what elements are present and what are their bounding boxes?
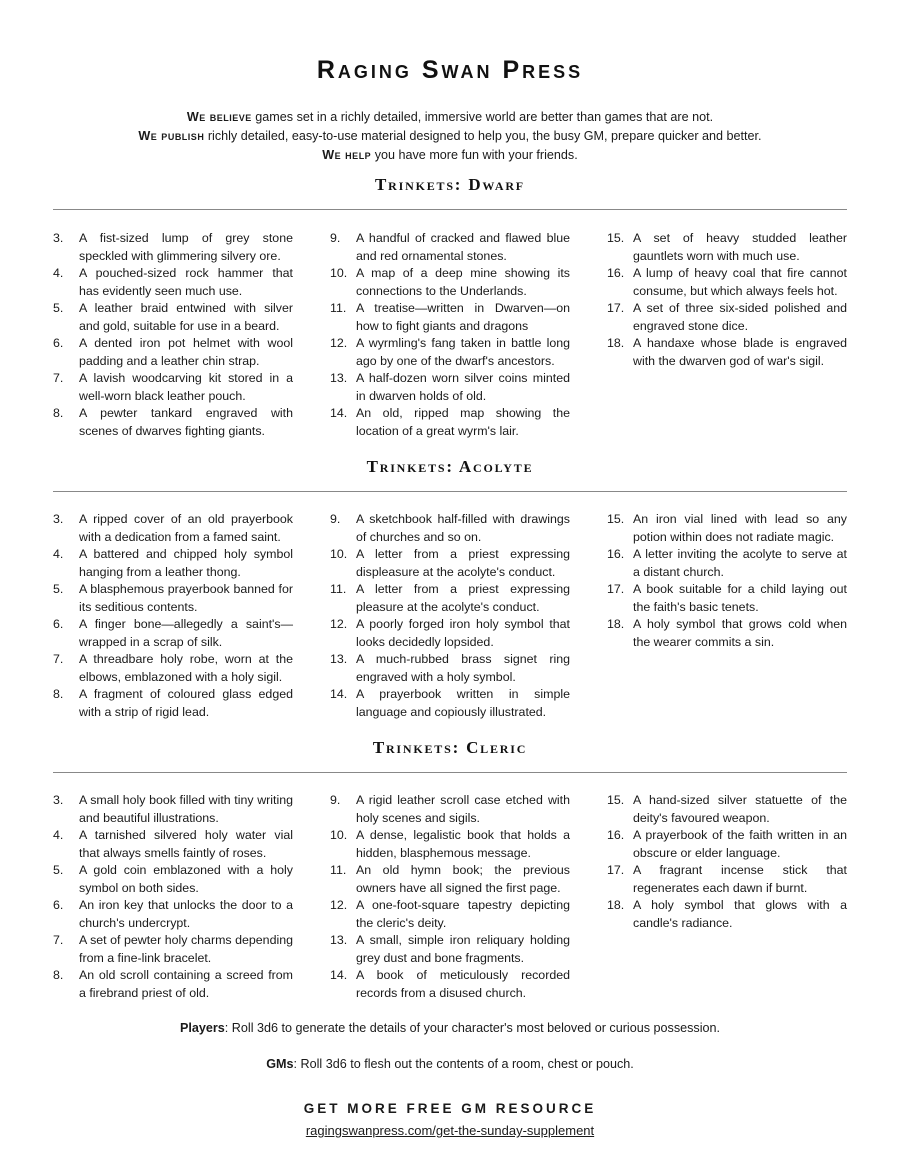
section-title-dwarf: Trinkets: Dwarf: [375, 175, 525, 194]
list-item: [607, 300, 847, 335]
item-number: 10.: [330, 266, 348, 280]
list-column: [607, 230, 847, 370]
list-item: [53, 300, 293, 335]
item-text: A treatise—written in Dwarven—on how to fight giants and dragons: [356, 301, 570, 333]
list-item: [53, 827, 293, 862]
item-number: 4.: [53, 547, 64, 561]
mission-line: [0, 108, 900, 127]
item-number: 7.: [53, 371, 64, 385]
item-text: A tarnished silvered holy water vial that always smells faintly of roses.: [79, 828, 293, 860]
item-number: 15.: [607, 512, 625, 526]
list-item: [330, 370, 570, 405]
item-number: 8.: [53, 406, 64, 420]
list-column: [53, 511, 293, 721]
item-text: A leather braid entwined with silver and gold, suitable for use in a beard.: [79, 301, 293, 333]
item-number: 12.: [330, 336, 348, 350]
item-text: A dented iron pot helmet with wool padding and a leather chin strap.: [79, 336, 293, 368]
mission-text: richly detailed, easy-to-use material designed to help you, the busy GM, prepare quicker and better.: [204, 129, 762, 143]
list-item: [607, 546, 847, 581]
item-text: A set of heavy studded leather gauntlets worn with much use.: [633, 231, 847, 263]
item-text: A prayerbook of the faith written in an obscure or elder language.: [633, 828, 847, 860]
list-item: [53, 792, 293, 827]
item-text: A prayerbook written in simple language and copiously illustrated.: [356, 687, 570, 719]
item-text: A map of a deep mine showing its connections to the Underlands.: [356, 266, 570, 298]
item-number: 14.: [330, 687, 348, 701]
gms-label: GMs: [266, 1057, 294, 1071]
item-text: A wyrmling's fang taken in battle long ago by one of the dwarf's ancestors.: [356, 336, 570, 368]
list-item: [53, 897, 293, 932]
list-item: [53, 335, 293, 370]
item-text: A set of three six-sided polished and engraved stone dice.: [633, 301, 847, 333]
item-number: 7.: [53, 933, 64, 947]
list-item: [53, 511, 293, 546]
item-number: 13.: [330, 371, 348, 385]
item-number: 10.: [330, 828, 348, 842]
item-number: 11.: [330, 301, 347, 315]
item-text: A holy symbol that grows cold when the wearer commits a sin.: [633, 617, 847, 649]
list-item: [607, 511, 847, 546]
item-number: 17.: [607, 582, 625, 596]
item-text: A set of pewter holy charms depending from a fine-link bracelet.: [79, 933, 293, 965]
list-column: [53, 230, 293, 440]
item-number: 4.: [53, 828, 64, 842]
item-text: A half-dozen worn silver coins minted in dwarven holds of old.: [356, 371, 570, 403]
mission-keyword: We believe: [186, 110, 252, 124]
list-column: [330, 792, 570, 1002]
item-text: A battered and chipped holy symbol hanging from a leather thong.: [79, 547, 293, 579]
item-text: An old, ripped map showing the location of a great wyrm's lair.: [356, 406, 570, 438]
item-text: A letter from a priest expressing displeasure at the acolyte's conduct.: [356, 547, 570, 579]
list-column: [53, 792, 293, 1002]
item-text: A fragrant incense stick that regenerates each dawn if burnt.: [633, 863, 847, 895]
mission-keyword: We publish: [138, 129, 205, 143]
mission-text: games set in a richly detailed, immersive world are better than games that are not.: [251, 110, 714, 124]
list-item: [330, 405, 570, 440]
item-number: 7.: [53, 652, 64, 666]
list-item: [53, 616, 293, 651]
list-item: [53, 686, 293, 721]
list-item: [53, 967, 293, 1002]
item-text: A finger bone—allegedly a saint's—wrapped in a scrap of silk.: [79, 617, 293, 649]
list-item: [607, 335, 847, 370]
item-text: A letter inviting the acolyte to serve at a distant church.: [633, 547, 847, 579]
mission-statement: [0, 108, 900, 165]
list-item: [53, 651, 293, 686]
item-number: 15.: [607, 793, 625, 807]
list-item: [607, 897, 847, 932]
list-item: [330, 616, 570, 651]
list-item: [53, 230, 293, 265]
item-text: A rigid leather scroll case etched with holy scenes and sigils.: [356, 793, 570, 825]
section-divider: [53, 209, 847, 210]
item-text: A small holy book filled with tiny writing and beautiful illustrations.: [79, 793, 293, 825]
list-item: [53, 581, 293, 616]
players-text: : Roll 3d6 to generate the details of your character's most beloved or curious possession.: [224, 1021, 721, 1035]
item-number: 9.: [330, 512, 341, 526]
list-item: [330, 581, 570, 616]
item-text: A gold coin emblazoned with a holy symbol on both sides.: [79, 863, 293, 895]
item-number: 6.: [53, 898, 64, 912]
list-item: [330, 897, 570, 932]
list-item: [607, 792, 847, 827]
mission-line: [0, 127, 900, 146]
list-item: [330, 300, 570, 335]
item-number: 18.: [607, 898, 625, 912]
gms-note: [0, 1057, 900, 1071]
section-divider: [53, 491, 847, 492]
item-number: 5.: [53, 863, 64, 877]
item-number: 3.: [53, 793, 64, 807]
item-number: 17.: [607, 301, 625, 315]
item-number: 3.: [53, 231, 64, 245]
item-number: 3.: [53, 512, 64, 526]
list-item: [53, 932, 293, 967]
item-number: 16.: [607, 266, 625, 280]
item-number: 13.: [330, 933, 348, 947]
list-item: [330, 686, 570, 721]
list-item: [607, 616, 847, 651]
item-text: A one-foot-square tapestry depicting the cleric's deity.: [356, 898, 570, 930]
list-item: [53, 405, 293, 440]
item-text: An iron key that unlocks the door to a church's undercrypt.: [79, 898, 293, 930]
list-item: [607, 862, 847, 897]
list-item: [330, 546, 570, 581]
item-number: 11.: [330, 863, 347, 877]
item-number: 14.: [330, 968, 348, 982]
item-number: 5.: [53, 582, 64, 596]
supplement-link[interactable]: ragingswanpress.com/get-the-sunday-supplement: [305, 1123, 595, 1138]
list-item: [330, 862, 570, 897]
item-number: 6.: [53, 336, 64, 350]
list-item: [330, 230, 570, 265]
list-column: [607, 792, 847, 932]
item-number: 12.: [330, 898, 348, 912]
item-text: A small, simple iron reliquary holding grey dust and bone fragments.: [356, 933, 570, 965]
brand-title: Raging Swan Press: [316, 56, 584, 84]
list-item: [607, 581, 847, 616]
item-number: 9.: [330, 793, 341, 807]
mission-text: you have more fun with your friends.: [371, 148, 578, 162]
item-text: A much-rubbed brass signet ring engraved with a holy symbol.: [356, 652, 570, 684]
item-text: A book suitable for a child laying out the faith's basic tenets.: [633, 582, 847, 614]
list-item: [330, 932, 570, 967]
list-item: [607, 265, 847, 300]
item-text: A poorly forged iron holy symbol that looks decidedly lopsided.: [356, 617, 570, 649]
item-text: A sketchbook half-filled with drawings of churches and so on.: [356, 512, 570, 544]
list-column: [330, 511, 570, 721]
cta-heading: GET MORE FREE GM RESOURCE: [303, 1101, 597, 1116]
players-label: Players: [179, 1021, 225, 1035]
list-item: [53, 862, 293, 897]
list-item: [53, 370, 293, 405]
item-text: An old hymn book; the previous owners have all signed the first page.: [356, 863, 570, 895]
list-item: [330, 511, 570, 546]
item-text: A hand-sized silver statuette of the deity's favoured weapon.: [633, 793, 847, 825]
section-title-acolyte: Trinkets: Acolyte: [366, 457, 534, 476]
item-text: A lump of heavy coal that fire cannot consume, but which always feels hot.: [633, 266, 847, 298]
item-number: 17.: [607, 863, 625, 877]
item-text: An old scroll containing a screed from a firebrand priest of old.: [79, 968, 293, 1000]
item-number: 16.: [607, 828, 625, 842]
item-number: 13.: [330, 652, 348, 666]
item-text: A letter from a priest expressing pleasure at the acolyte's conduct.: [356, 582, 570, 614]
item-text: A threadbare holy robe, worn at the elbows, emblazoned with a holy sigil.: [79, 652, 293, 684]
item-text: A pewter tankard engraved with scenes of dwarves fighting giants.: [79, 406, 293, 438]
mission-keyword: We help: [322, 148, 372, 162]
item-number: 10.: [330, 547, 348, 561]
item-text: A holy symbol that glows with a candle's radiance.: [633, 898, 847, 930]
mission-line: [0, 146, 900, 165]
list-item: [330, 967, 570, 1002]
item-text: A book of meticulously recorded records from a disused church.: [356, 968, 570, 1000]
item-number: 6.: [53, 617, 64, 631]
item-text: A handful of cracked and flawed blue and red ornamental stones.: [356, 231, 570, 263]
item-number: 18.: [607, 336, 625, 350]
list-item: [53, 265, 293, 300]
item-text: A ripped cover of an old prayerbook with a dedication from a famed saint.: [79, 512, 293, 544]
item-text: A fragment of coloured glass edged with a strip of rigid lead.: [79, 687, 293, 719]
item-text: A blasphemous prayerbook banned for its seditious contents.: [79, 582, 293, 614]
item-number: 8.: [53, 968, 64, 982]
list-item: [607, 230, 847, 265]
item-number: 4.: [53, 266, 64, 280]
item-number: 9.: [330, 231, 341, 245]
list-column: [330, 230, 570, 440]
list-item: [330, 827, 570, 862]
item-text: A lavish woodcarving kit stored in a well-worn black leather pouch.: [79, 371, 293, 403]
item-number: 15.: [607, 231, 625, 245]
list-item: [330, 335, 570, 370]
item-number: 8.: [53, 687, 64, 701]
item-text: A handaxe whose blade is engraved with the dwarven god of war's sigil.: [633, 336, 847, 368]
item-text: A fist-sized lump of grey stone speckled with glimmering silvery ore.: [79, 231, 293, 263]
item-number: 12.: [330, 617, 348, 631]
item-text: An iron vial lined with lead so any potion within does not radiate magic.: [633, 512, 847, 544]
item-number: 14.: [330, 406, 348, 420]
players-note: [0, 1021, 900, 1035]
item-number: 11.: [330, 582, 347, 596]
list-item: [53, 546, 293, 581]
list-column: [607, 511, 847, 651]
list-item: [607, 827, 847, 862]
item-number: 18.: [607, 617, 625, 631]
section-title-cleric: Trinkets: Cleric: [372, 738, 528, 757]
item-number: 16.: [607, 547, 625, 561]
list-item: [330, 265, 570, 300]
section-divider: [53, 772, 847, 773]
gms-text: : Roll 3d6 to flesh out the contents of a room, chest or pouch.: [293, 1057, 634, 1071]
item-number: 5.: [53, 301, 64, 315]
item-text: A pouched-sized rock hammer that has evidently seen much use.: [79, 266, 293, 298]
list-item: [330, 792, 570, 827]
list-item: [330, 651, 570, 686]
supplement-link-wrap: [0, 1123, 900, 1138]
item-text: A dense, legalistic book that holds a hidden, blasphemous message.: [356, 828, 570, 860]
